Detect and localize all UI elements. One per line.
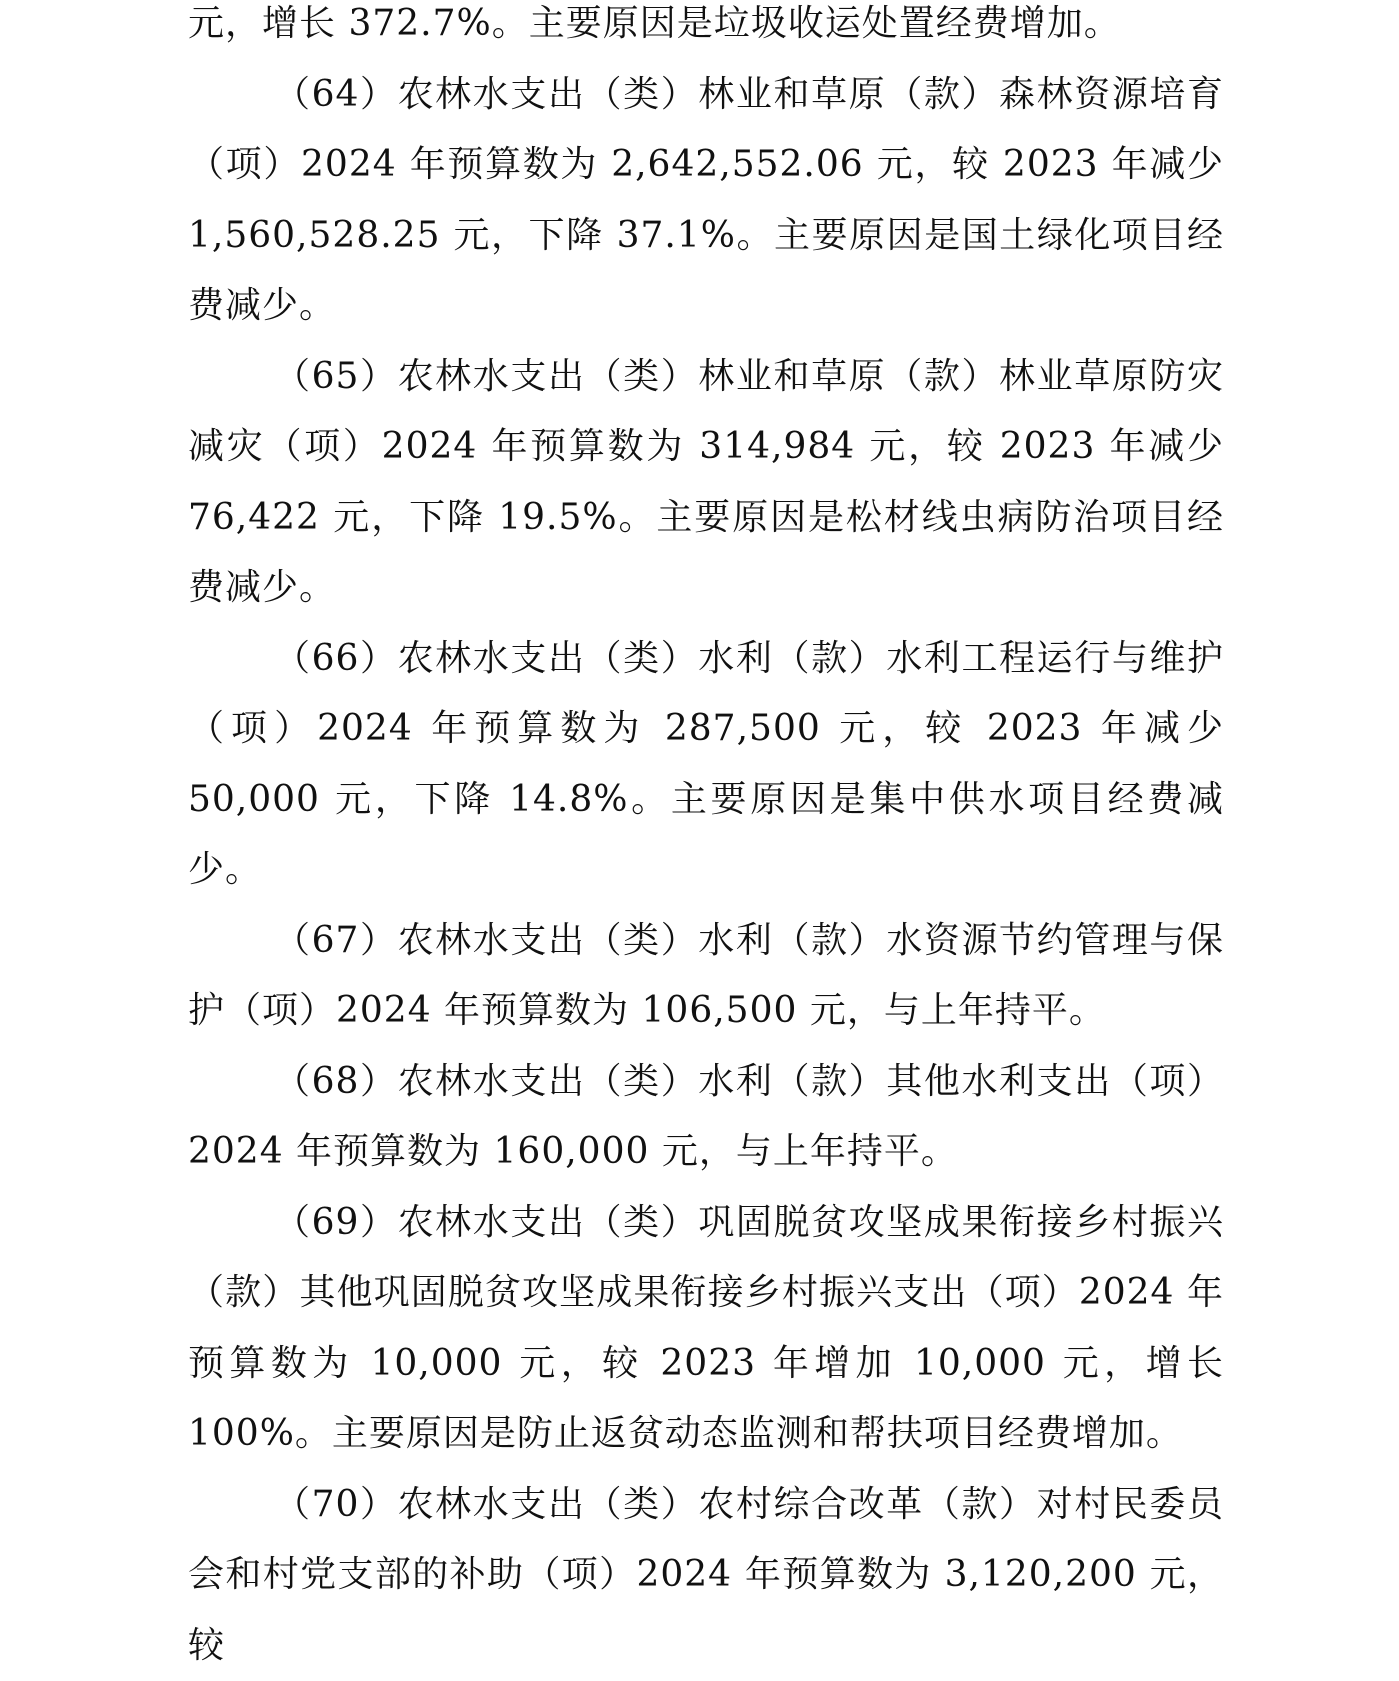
document-body	[188, 0, 1224, 1681]
paragraph-item-68: （68）农林水支出（类）水利（款）其他水利支出（项）2024 年预算数为 160,000 元，与上年持平。	[188, 1047, 1224, 1188]
paragraph-item-70: （70）农林水支出（类）农村综合改革（款）对村民委员会和村党支部的补助（项）2024 年预算数为 3,120,200 元，较	[188, 1470, 1224, 1681]
paragraph-item-67: （67）农林水支出（类）水利（款）水资源节约管理与保护（项）2024 年预算数为 106,500 元，与上年持平。	[188, 906, 1224, 1047]
paragraph-item-65: （65）农林水支出（类）林业和草原（款）林业草原防灾减灾（项）2024 年预算数为 314,984 元，较 2023 年减少 76,422 元，下降 19.5%。主要原因是松材线虫病防治项目经费减少。	[188, 342, 1224, 624]
paragraph-item-69: （69）农林水支出（类）巩固脱贫攻坚成果衔接乡村振兴（款）其他巩固脱贫攻坚成果衔接乡村振兴支出（项）2024 年预算数为 10,000 元，较 2023 年增加 10,000 元，增长 100%。主要原因是防止返贫动态监测和帮扶项目经费增加。	[188, 1188, 1224, 1470]
paragraph-continuation: 元，增长 372.7%。主要原因是垃圾收运处置经费增加。	[188, 0, 1224, 60]
paragraph-item-64: （64）农林水支出（类）林业和草原（款）森林资源培育（项）2024 年预算数为 2,642,552.06 元，较 2023 年减少 1,560,528.25 元，下降 37.1%。主要原因是国土绿化项目经费减少。	[188, 60, 1224, 342]
paragraph-item-66: （66）农林水支出（类）水利（款）水利工程运行与维护（项）2024 年预算数为 287,500 元，较 2023 年减少 50,000 元，下降 14.8%。主要原因是集中供水项目经费减少。	[188, 624, 1224, 906]
